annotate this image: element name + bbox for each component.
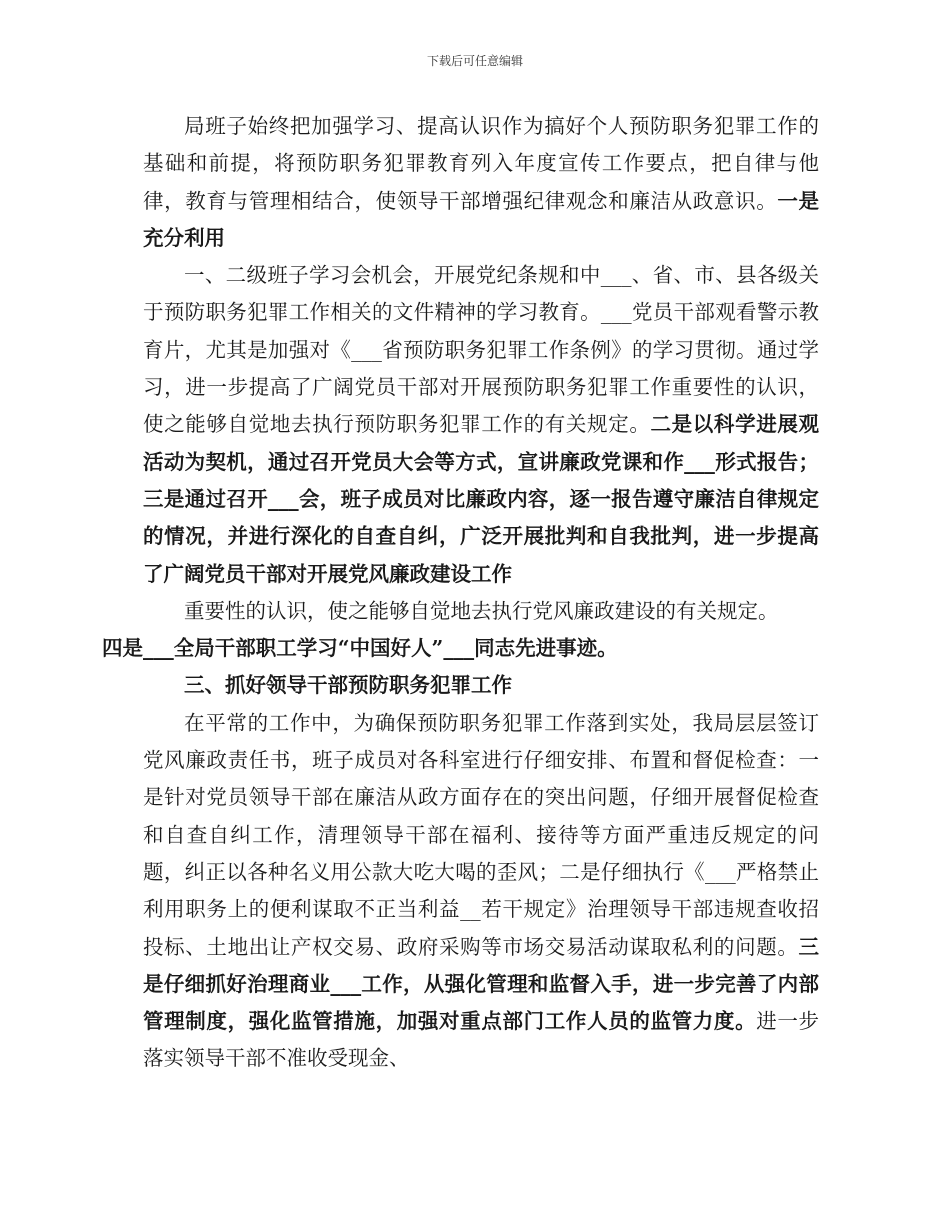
paragraph-2 <box>143 257 819 593</box>
paragraph-1 <box>143 108 819 257</box>
document-body <box>102 108 820 1078</box>
section-heading-3: 三、抓好领导干部预防职务犯罪工作 <box>184 673 512 698</box>
paragraph-3-text: 重要性的认识，使之能够自觉地去执行党风廉政建设的有关规定。 <box>184 598 779 623</box>
paragraph-1-bold: 一是充分利用 <box>143 188 820 250</box>
paragraph-3 <box>102 593 831 668</box>
paragraph-4-text: 在平常的工作中，为确保预防职务犯罪工作落到实处，我局层层签订党风廉政责任书，班子成员对各科室进行仔细安排、布置和督促检查：一是针对党员领导干部在廉洁从政方面存在的突出问题，仔细开展督促检查和自查自纠工作，清理领导干部在福利、接待等方面严重违反规定的问题，纠正以各种名义用公款大吃大喝的歪风；二是仔细执行《___严格禁止利用职务上的便利谋取不正当利益__若干规定》治理领导干部违规查收招投标、土地出让产权交易、政府采购等市场交易活动谋取私利的问题。 <box>143 710 819 959</box>
paragraph-2-text: 一、二级班子学习会机会，开展党纪条规和中___、省、市、县各级关于预防职务犯罪工作相关的文件精神的学习教育。___党员干部观看警示教育片，尤其是加强对《___省预防职务犯罪工作条例》的学习贯彻。通过学习，进一步提高了广阔党员干部对开展预防职务犯罪工作重要性的认识，使之能够自觉地去执行预防职务犯罪工作的有关规定。 <box>143 263 819 437</box>
paragraph-2-bold: 二是以科学进展观活动为契机，通过召开党员大会等方式，宣讲廉政党课和作___形式报告；三是通过召开___会，班子成员对比廉政内容，逐一报告遵守廉洁自律规定的情况，并进行深化的自查自纠，广泛开展批判和自我批判，进一步提高了广阔党员干部对开展党风廉政建设工作 <box>143 412 820 586</box>
page-header: 下载后可任意编辑 <box>426 54 523 68</box>
paragraph-1-text: 局班子始终把加强学习、提高认识作为搞好个人预防职务犯罪工作的基础和前提，将预防职务犯罪教育列入年度宣传工作要点，把自律与他律，教育与管理相结合，使领导干部增强纪律观念和廉洁从政意识。 <box>143 114 819 213</box>
paragraph-4-bold: 三是仔细抓好治理商业___工作，从强化管理和监督入手，进一步完善了内部管理制度，强化监管措施，加强对重点部门工作人员的监管力度。 <box>143 934 819 1034</box>
paragraph-3-bold: 四是___全局干部职工学习“中国好人”___同志先进事迹。 <box>102 636 618 661</box>
paragraph-4 <box>143 705 819 1078</box>
paragraph-4-tail: 进一步落实领导干部不准收受现金、 <box>143 1009 820 1071</box>
